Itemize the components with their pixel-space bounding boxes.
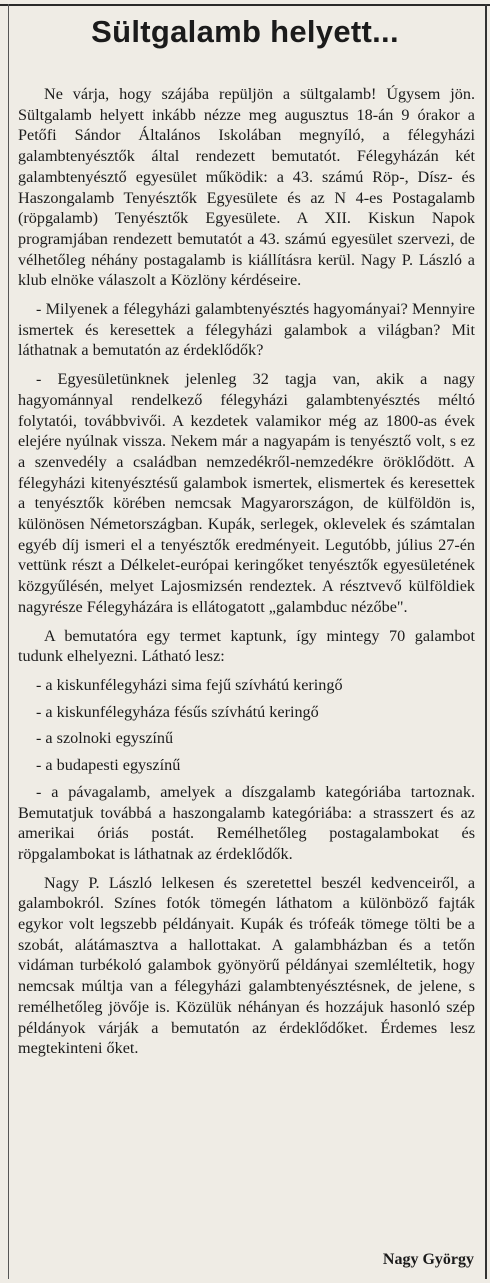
breed-list-item: - a budapesti egyszínű [36, 756, 181, 775]
top-rule [0, 4, 490, 6]
author-signature: Nagy György [382, 1251, 474, 1268]
breed-list [18, 675, 475, 776]
closing-paragraph: Nagy P. László lelkesen és szeretettel beszél kedvenceiről, a galambokról. Színes fotók tömegén láthatom a különböző fajták egykor volt legszebb példányait. Kupák és trófeák tömege tölti be a szobát, alátámasztva a hallottakat. A galambházban és a tetőn vidáman turbékoló galambok gyönyörű példányai szemléltetik, hogy nemcsak múltja van a félegyházi galambtenyésztésnek, de jelene, s remélhetőleg jövője is. Közülük néhányan és hozzájuk hasonló szép példányok várják a bemutatón az érdeklődőket. Érdemes lesz megtekinteni őket. [18, 873, 475, 1058]
intro-paragraph: Ne várja, hogy szájába repüljön a sültgalamb! Úgysem jön. Sültgalamb helyett inkább nézze meg augusztus 18-án 9 órakor a Petőfi Sándor Általános Iskolában megnyíló, a félegyházi galambtenyésztők által rendezett bemutatót. Félegyházán két galambtenyésztő egyesület működik: a 43. számú Röp-, Dísz- és Haszongalamb Tenyésztők Egyesülete és az N 4-es Postagalamb (röpgalamb) Tenyésztők Egyesülete. A XII. Kiskun Napok programjában rendezett bemutatót a 43. számú egyesület szervezi, de vélhetőleg néhány postagalamb is kiállításra kerül. Nagy P. László a klub elnöke válaszolt a Közlöny kérdéseire. [18, 85, 475, 290]
exhibition-paragraph: A bemutatóra egy termet kaptunk, így mintegy 70 galambot tudunk elhelyezni. Látható lesz: [18, 626, 475, 666]
article-title: Sültgalamb helyett... [91, 14, 399, 49]
peacock-paragraph: - a pávagalamb, amelyek a díszgalamb kategóriába tartoznak. Bemutatjuk továbbá a haszongalamb kategóriába: a strasszert és az amerikai óriás postát. Remélhetőleg postagalambokat és röpgalambokat is láthatnak az érdeklődők. [18, 782, 475, 863]
answer-paragraph: - Egyesületünknek jelenleg 32 tagja van, akik a nagy hagyománnyal rendelkező félegyházi galambtenyésztés méltó folytatói, továbbvivői. A kezdetek valamikor még az 1800-as évek elejére nyúlnak vissza. Nekem már a nagyapám is tenyésztő volt, s ez a szenvedély a családban nemzedékről-nemzedékre öröklődött. A félegyházi kitenyésztésű galambok ismertek, elismertek és keresettek a tenyésztők körében nemcsak Magyarországon, de külföldön is, különösen Németországban. Kupák, serlegek, oklevelek és számtalan egyéb díj ismeri el a tenyésztők eredményeit. Legutóbb, július 27-én vettünk részt a Délkelet-európai keringőket tenyésztők egyesületének közgyűlésén, melyet Lajosmizsén rendeztek. A résztvevő külföldiek nagyrésze Félegyházára is ellátogatott „galambduc nézőbe". [18, 370, 475, 616]
breed-list-item: - a kiskunfélegyháza fésűs szívhátú keringő [36, 702, 319, 721]
question-paragraph: - Milyenek a félegyházi galambtenyésztés hagyományai? Mennyire ismertek és keresettek a félegyházi galambok a világban? Mit láthatnak a bemutatón az érdeklődők? [18, 300, 475, 360]
article-body [18, 84, 475, 1067]
breed-list-item: - a szolnoki egyszínű [36, 729, 174, 748]
breed-list-item: - a kiskunfélegyházi sima fejű szívhátú keringő [36, 675, 343, 694]
right-rule [485, 4, 487, 1279]
left-rule [8, 4, 9, 1279]
